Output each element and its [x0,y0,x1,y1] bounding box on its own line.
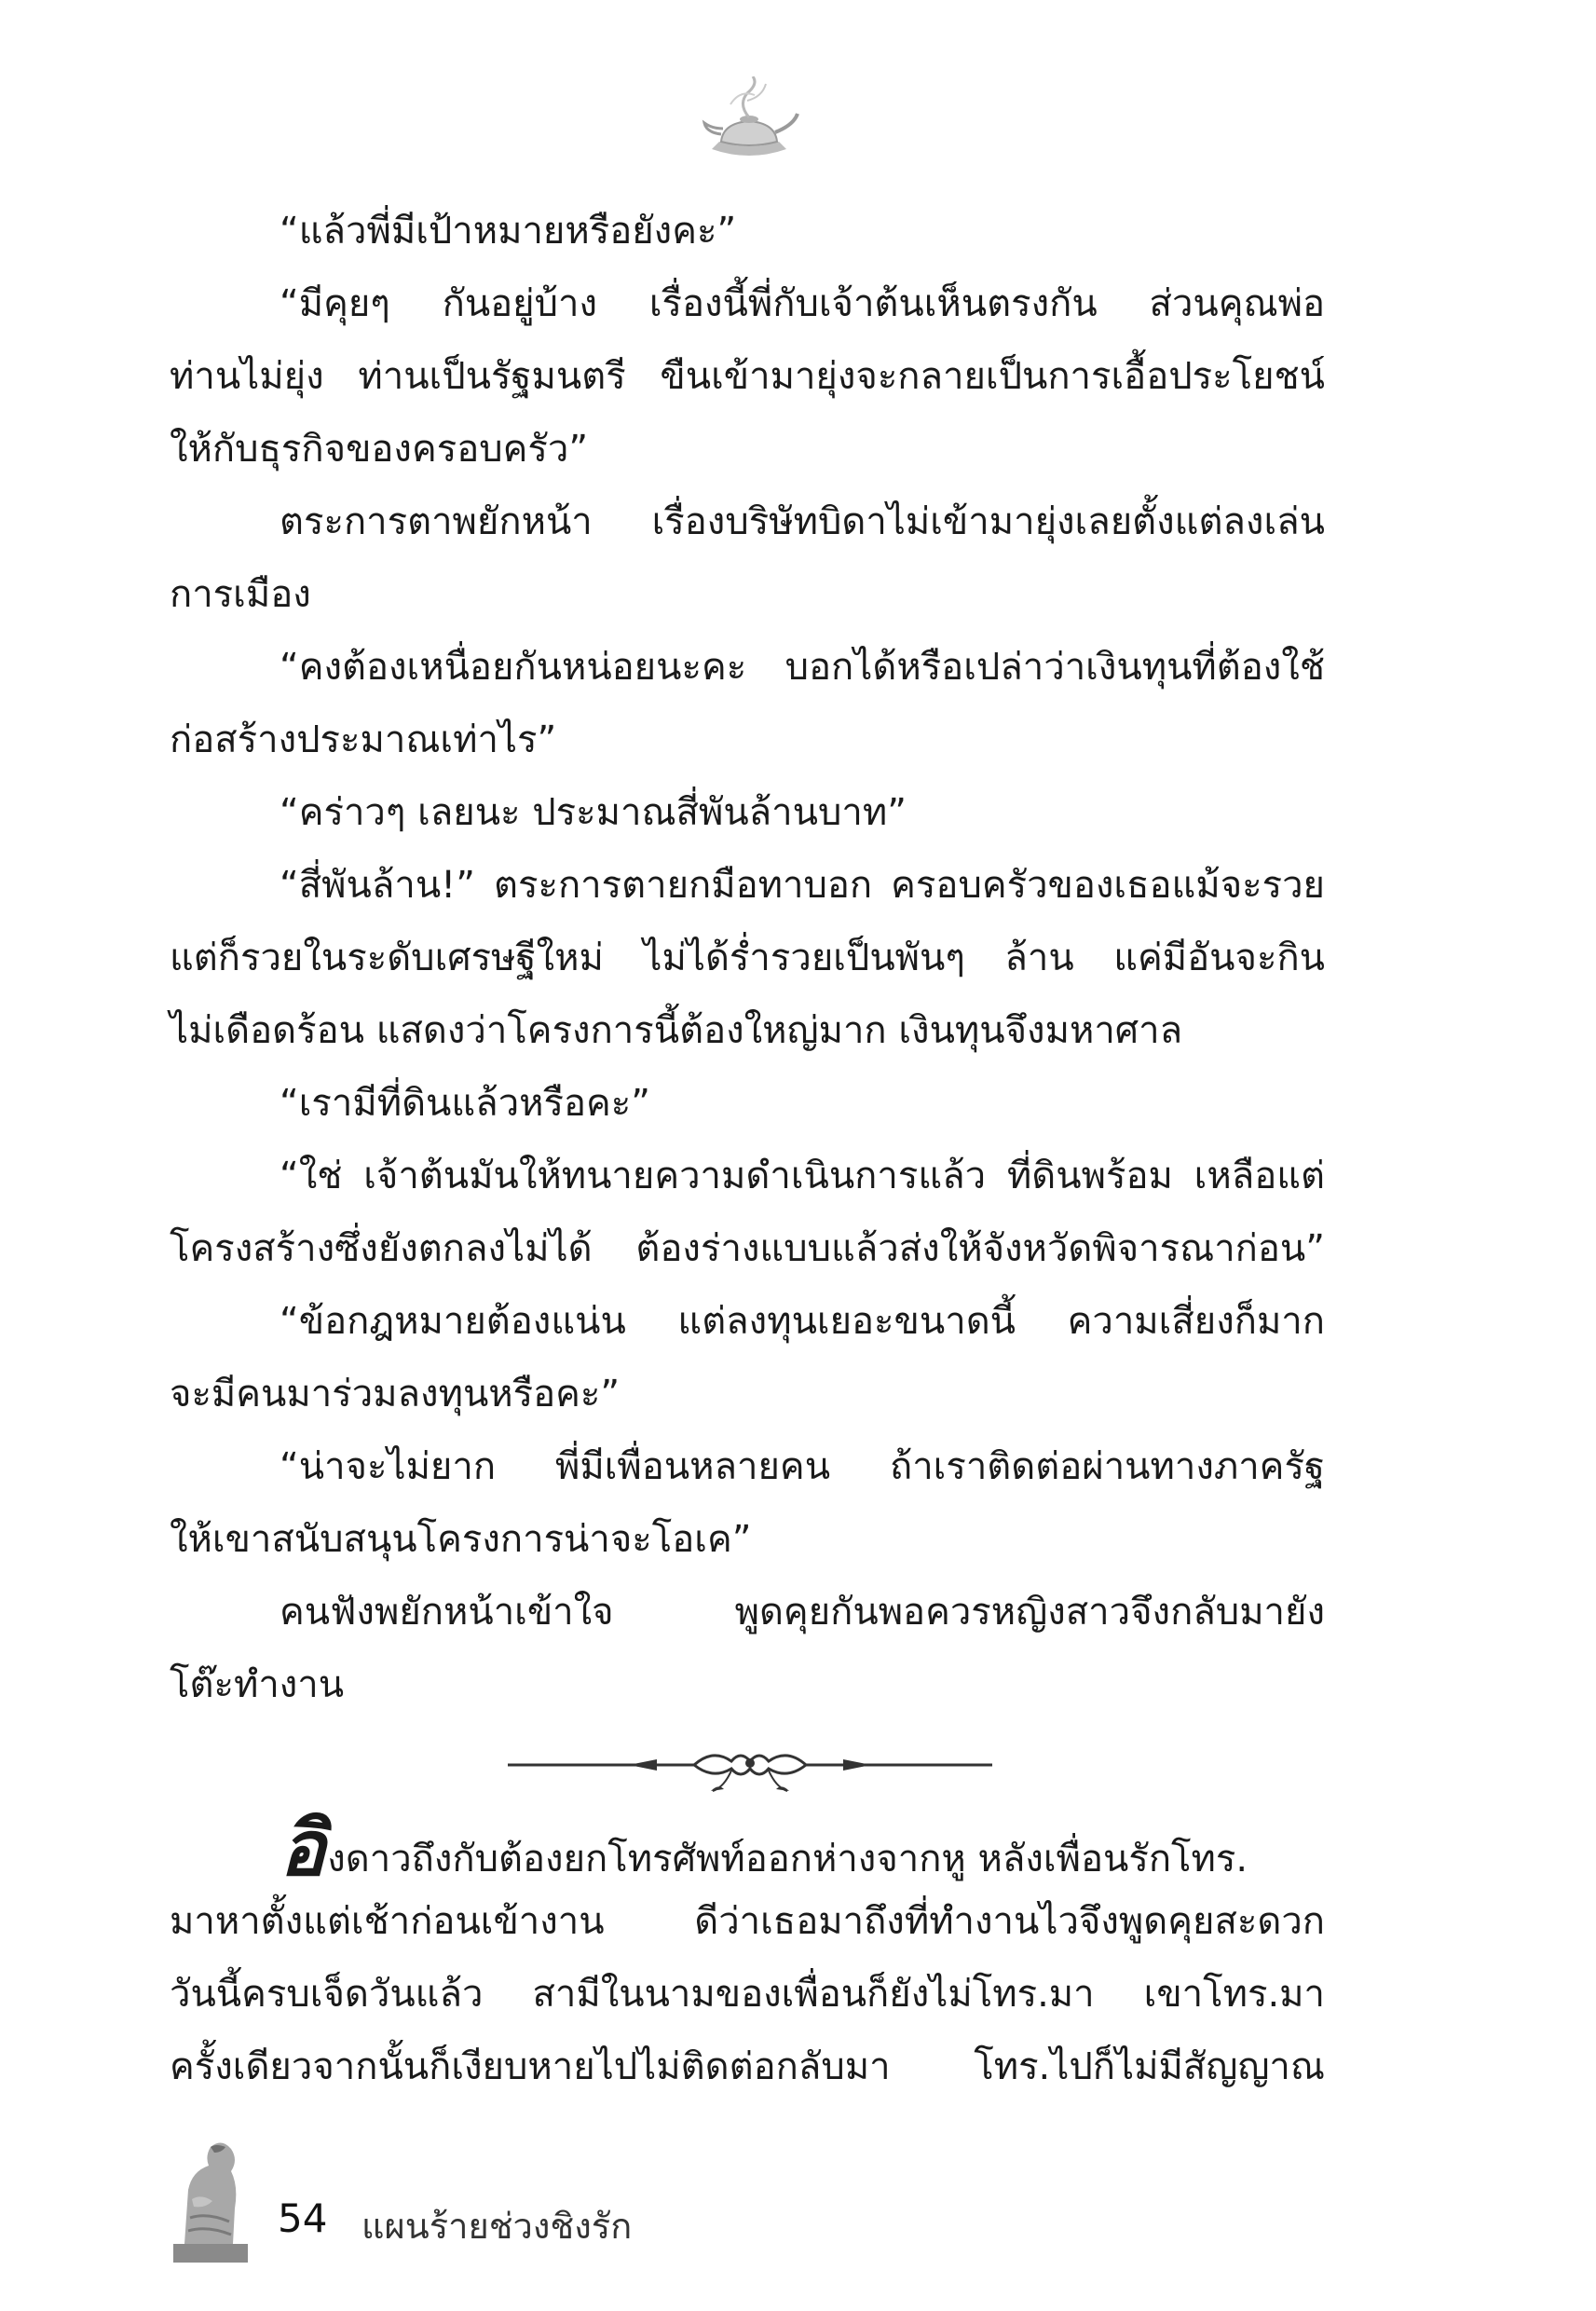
text-line: “เรามีที่ดินแล้วหรือคะ” [280,1082,650,1125]
text-line: โต๊ะทำงาน [170,1663,345,1706]
text-line: คนฟังพยักหน้าเข้าใจ พูดคุยกันพอควรหญิงสาวจึงกลับมายัง [280,1591,1325,1634]
merlion-statue-icon [164,2134,257,2264]
text-line: “สี่พันล้าน!” ตระการตายกมือทาบอก ครอบครัวของเธอแม้จะรวย [280,864,1325,907]
text-line: “ข้อกฎหมายต้องแน่น แต่ลงทุนเยอะขนาดนี้ ความเสี่ยงก็มาก [280,1300,1325,1343]
section-first-line [280,1805,1248,1894]
text-line: ให้เขาสนับสนุนโครงการน่าจะโอเค” [170,1518,752,1561]
text-line: ครั้งเดียวจากนั้นก็เงียบหายไปไม่ติดต่อกลับมา โทร.ไปก็ไม่มีสัญญาณ [170,2045,1325,2088]
text-line: ตระการตาพยักหน้า เรื่องบริษัทบิดาไม่เข้ามายุ่งเลยตั้งแต่ลงเล่น [280,500,1325,543]
text-line: ท่านไม่ยุ่ง ท่านเป็นรัฐมนตรี ขืนเข้ามายุ่งจะกลายเป็นการเอื้อประโยชน์ [170,355,1325,398]
text-line: “คร่าวๆ เลยนะ ประมาณสี่พันล้านบาท” [280,791,907,834]
text-line: วันนี้ครบเจ็ดวันแล้ว สามีในนามของเพื่อนก็ยังไม่โทร.มา เขาโทร.มา [170,1973,1325,2016]
drop-cap: อิ [280,1805,326,1894]
floral-divider-icon [508,1743,992,1798]
magic-lamp-icon [693,76,805,170]
book-title: แผนร้ายช่วงชิงรัก [361,2206,633,2247]
text-line: งดาวถึงกับต้องยกโทรศัพท์ออกห่างจากหู หลังเพื่อนรักโทร. [327,1838,1248,1880]
text-line: โครงสร้างซึ่งยังตกลงไม่ได้ ต้องร่างแบบแล้วส่งให้จังหวัดพิจารณาก่อน” [170,1227,1325,1270]
text-line: ให้กับธุรกิจของครอบครัว” [170,428,589,471]
text-line: แต่ก็รวยในระดับเศรษฐีใหม่ ไม่ได้ร่ำรวยเป็นพันๆ ล้าน แค่มีอันจะกิน [170,937,1325,979]
text-line: ไม่เดือดร้อน แสดงว่าโครงการนี้ต้องใหญ่มาก เงินทุนจึงมหาศาล [170,1009,1183,1052]
text-line: “ใช่ เจ้าต้นมันให้ทนายความดำเนินการแล้ว ที่ดินพร้อม เหลือแต่ [280,1155,1325,1197]
text-line: ก่อสร้างประมาณเท่าไร” [170,718,557,761]
text-line: “แล้วพี่มีเป้าหมายหรือยังคะ” [280,210,737,253]
text-line: “มีคุยๆ กันอยู่บ้าง เรื่องนี้พี่กับเจ้าต้นเห็นตรงกัน ส่วนคุณพ่อ [280,282,1325,325]
text-line: “น่าจะไม่ยาก พี่มีเพื่อนหลายคน ถ้าเราติดต่อผ่านทางภาครัฐ [280,1445,1325,1488]
text-line: มาหาตั้งแต่เช้าก่อนเข้างาน ดีว่าเธอมาถึงที่ทำงานไวจึงพูดคุยสะดวก [170,1900,1325,1943]
page-number: 54 [278,2195,328,2241]
text-line: “คงต้องเหนื่อยกันหน่อยนะคะ บอกได้หรือเปล่าว่าเงินทุนที่ต้องใช้ [280,646,1325,689]
text-line: การเมือง [170,573,311,616]
text-line: จะมีคนมาร่วมลงทุนหรือคะ” [170,1373,621,1415]
